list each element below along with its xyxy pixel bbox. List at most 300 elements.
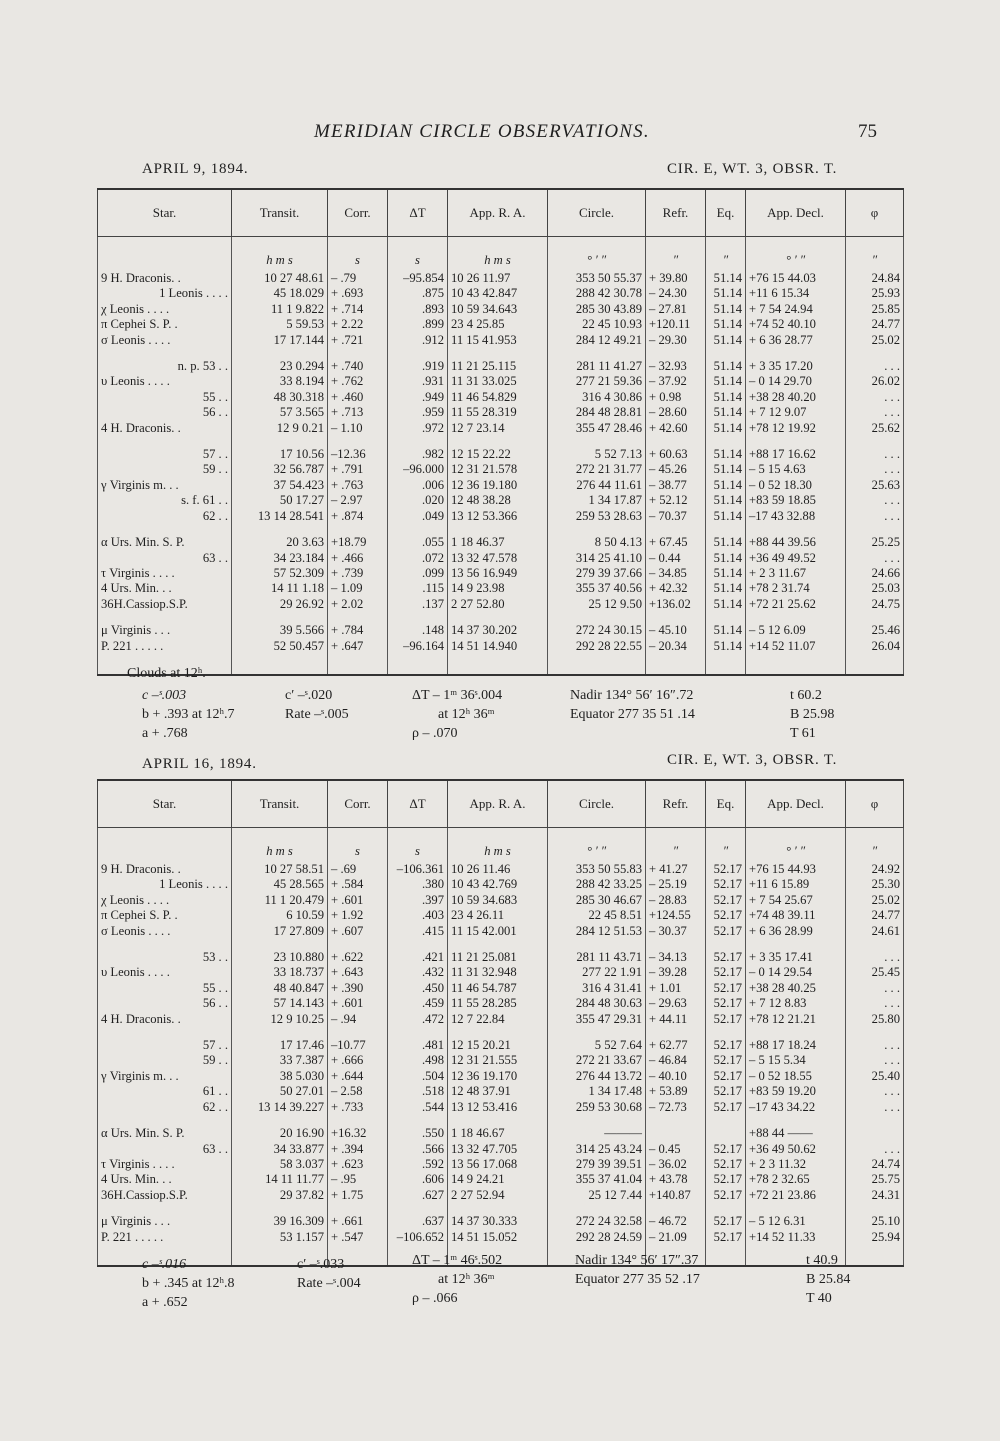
cell-delta-t: .627: [388, 1188, 448, 1203]
cell-eq: [706, 1126, 746, 1141]
cell-app-decl: + 6 36 28.77: [746, 333, 846, 348]
cell-app-ra: 10 26 11.97: [448, 271, 548, 286]
cell-refr: – 39.28: [646, 965, 706, 980]
cell-app-decl: +76 15 44.93: [746, 862, 846, 877]
note-a: a + .652: [142, 1295, 188, 1310]
note-equator: Equator 277 35 52 .17: [575, 1272, 700, 1287]
cell-circle: 314 25 41.10: [548, 551, 646, 566]
cell-phi: 25.94: [846, 1230, 904, 1245]
cell-refr: + 1.01: [646, 981, 706, 996]
cell-refr: +136.02: [646, 597, 706, 612]
cell-transit: 12 9 0.21: [232, 421, 328, 436]
cell-circle: 8 50 4.13: [548, 535, 646, 550]
cell-phi: 24.77: [846, 908, 904, 923]
cell-phi: 25.40: [846, 1069, 904, 1084]
cell-app-decl: –17 43 32.88: [746, 509, 846, 524]
column-header-transit: Transit.: [232, 189, 328, 237]
cell-app-ra: 14 9 24.21: [448, 1172, 548, 1187]
cell-delta-t: .450: [388, 981, 448, 996]
unit-label: [98, 237, 232, 272]
cell-app-decl: +38 28 40.20: [746, 390, 846, 405]
cell-circle: 284 48 28.81: [548, 405, 646, 420]
unit-label: [98, 828, 232, 863]
cell-star: 57 . .: [98, 447, 232, 462]
cell-phi: . . .: [846, 390, 904, 405]
cell-eq: 52.17: [706, 908, 746, 923]
cell-star: υ Leonis . . . .: [98, 965, 232, 980]
cell-circle: 355 37 40.56: [548, 581, 646, 596]
cell-app-ra: 23 4 26.11: [448, 908, 548, 923]
cell-transit: 33 18.737: [232, 965, 328, 980]
group-spacer: [98, 939, 904, 950]
cell-star: γ Virginis m. . .: [98, 478, 232, 493]
table-row: [98, 981, 904, 996]
cell-app-ra: 14 51 15.052: [448, 1230, 548, 1245]
table-row: [98, 924, 904, 939]
table-row: [98, 535, 904, 550]
column-header-phi: φ: [846, 189, 904, 237]
cell-star: 4 Urs. Min. . .: [98, 1172, 232, 1187]
cell-star: π Cephei S. P. .: [98, 908, 232, 923]
cell-transit: 20 3.63: [232, 535, 328, 550]
cell-phi: 25.02: [846, 893, 904, 908]
table-row: [98, 581, 904, 596]
table-row: [98, 1172, 904, 1187]
cell-star: γ Virginis m. . .: [98, 1069, 232, 1084]
cell-eq: 52.17: [706, 1038, 746, 1053]
unit-label: ″: [706, 237, 746, 272]
cell-phi: 24.77: [846, 317, 904, 332]
column-header-refr: Refr.: [646, 780, 706, 828]
cell-corr: + .584: [328, 877, 388, 892]
cell-phi: . . .: [846, 509, 904, 524]
cell-corr: + .601: [328, 893, 388, 908]
cell-app-ra: 11 55 28.319: [448, 405, 548, 420]
cell-transit: 13 14 39.227: [232, 1100, 328, 1115]
cell-refr: – 34.85: [646, 566, 706, 581]
cell-phi: 25.63: [846, 478, 904, 493]
cell-eq: 51.14: [706, 462, 746, 477]
cell-refr: +124.55: [646, 908, 706, 923]
cell-transit: 57 52.309: [232, 566, 328, 581]
column-header-star: Star.: [98, 780, 232, 828]
cell-delta-t: –96.000: [388, 462, 448, 477]
cell-transit: 48 30.318: [232, 390, 328, 405]
cell-star: 63 . .: [98, 1142, 232, 1157]
cell-refr: – 21.09: [646, 1230, 706, 1245]
cell-app-decl: +88 44 39.56: [746, 535, 846, 550]
cell-transit: 23 0.294: [232, 359, 328, 374]
section-1-cir: CIR. E, WT. 3, OBSR. T.: [667, 161, 838, 177]
cell-app-ra: 13 12 53.366: [448, 509, 548, 524]
cell-eq: 51.14: [706, 271, 746, 286]
table-row: [98, 996, 904, 1011]
table-row: [98, 877, 904, 892]
cell-app-decl: +14 52 11.33: [746, 1230, 846, 1245]
page-title: MERIDIAN CIRCLE OBSERVATIONS.: [314, 121, 650, 142]
cell-circle: 259 53 28.63: [548, 509, 646, 524]
note-rho: ρ – .070: [412, 726, 458, 741]
cell-phi: 24.92: [846, 862, 904, 877]
cell-phi: . . .: [846, 447, 904, 462]
table-row: [98, 639, 904, 654]
cell-corr: + .791: [328, 462, 388, 477]
cell-app-ra: 12 31 21.578: [448, 462, 548, 477]
cell-star: 55 . .: [98, 390, 232, 405]
cell-transit: 17 27.809: [232, 924, 328, 939]
cell-refr: – 24.30: [646, 286, 706, 301]
cell-app-decl: +88 44 ——: [746, 1126, 846, 1141]
cell-app-ra: 11 46 54.787: [448, 981, 548, 996]
section-1-date: APRIL 9, 1894.: [142, 161, 249, 177]
cell-app-decl: – 5 12 6.31: [746, 1214, 846, 1229]
cell-transit: 34 33.877: [232, 1142, 328, 1157]
cell-refr: – 45.10: [646, 623, 706, 638]
group-spacer: [98, 612, 904, 623]
cell-delta-t: –95.854: [388, 271, 448, 286]
note-cprime: c′ –ˢ.033: [297, 1257, 345, 1272]
cell-eq: 52.17: [706, 924, 746, 939]
cell-delta-t: .606: [388, 1172, 448, 1187]
cell-phi: . . .: [846, 1053, 904, 1068]
cell-refr: – 70.37: [646, 509, 706, 524]
table-row: [98, 1142, 904, 1157]
cell-app-ra: 13 12 53.416: [448, 1100, 548, 1115]
cell-corr: + 1.92: [328, 908, 388, 923]
cell-eq: 51.14: [706, 639, 746, 654]
cell-circle: 22 45 8.51: [548, 908, 646, 923]
cell-eq: 52.17: [706, 1053, 746, 1068]
note-equator: Equator 277 35 51 .14: [570, 707, 695, 722]
unit-label: s: [388, 237, 448, 272]
cell-phi: . . .: [846, 1038, 904, 1053]
table-bottom-row: [98, 654, 904, 675]
note-at: at 12ʰ 36ᵐ: [438, 1272, 495, 1287]
cell-app-decl: +38 28 40.25: [746, 981, 846, 996]
cell-star: 59 . .: [98, 462, 232, 477]
cell-corr: + .740: [328, 359, 388, 374]
cell-circle: 284 48 30.63: [548, 996, 646, 1011]
column-header-transit: Transit.: [232, 780, 328, 828]
cell-app-ra: 11 15 42.001: [448, 924, 548, 939]
note-T: T 40: [806, 1291, 832, 1306]
cell-app-decl: + 2 3 11.67: [746, 566, 846, 581]
cell-refr: – 25.19: [646, 877, 706, 892]
cell-corr: + .714: [328, 302, 388, 317]
table-row: [98, 551, 904, 566]
cell-circle: 281 11 41.27: [548, 359, 646, 374]
cell-circle: 355 47 28.46: [548, 421, 646, 436]
cell-eq: 52.17: [706, 981, 746, 996]
cell-app-decl: + 7 12 8.83: [746, 996, 846, 1011]
cell-app-ra: 10 59 34.683: [448, 893, 548, 908]
cell-app-ra: 2 27 52.94: [448, 1188, 548, 1203]
cell-corr: + .644: [328, 1069, 388, 1084]
cell-eq: 51.14: [706, 405, 746, 420]
cell-circle: 25 12 7.44: [548, 1188, 646, 1203]
cell-app-ra: 12 15 22.22: [448, 447, 548, 462]
column-header-app-ra: App. R. A.: [448, 189, 548, 237]
cell-circle: 353 50 55.83: [548, 862, 646, 877]
cell-phi: 25.62: [846, 421, 904, 436]
cell-app-ra: 13 32 47.705: [448, 1142, 548, 1157]
unit-label: s: [328, 237, 388, 272]
cell-transit: 17 17.46: [232, 1038, 328, 1053]
cell-transit: 17 10.56: [232, 447, 328, 462]
cell-delta-t: –106.361: [388, 862, 448, 877]
cell-refr: – 0.45: [646, 1142, 706, 1157]
column-header-app-ra: App. R. A.: [448, 780, 548, 828]
unit-label: ° ′ ″: [746, 828, 846, 863]
cell-eq: 51.14: [706, 421, 746, 436]
table-row: [98, 1230, 904, 1245]
cell-star: P. 221 . . . . .: [98, 1230, 232, 1245]
table-row: [98, 421, 904, 436]
cell-delta-t: .421: [388, 950, 448, 965]
note-t: t 40.9: [806, 1253, 838, 1268]
cell-eq: 52.17: [706, 1069, 746, 1084]
group-spacer: [98, 1115, 904, 1126]
cell-corr: – 2.97: [328, 493, 388, 508]
section-2-cir: CIR. E, WT. 3, OBSR. T.: [667, 752, 838, 768]
cell-app-ra: 14 37 30.333: [448, 1214, 548, 1229]
cell-eq: 51.14: [706, 317, 746, 332]
cell-phi: . . .: [846, 981, 904, 996]
cell-phi: 24.75: [846, 597, 904, 612]
cell-app-decl: + 7 54 25.67: [746, 893, 846, 908]
cell-app-ra: 23 4 25.85: [448, 317, 548, 332]
cell-app-ra: 12 7 23.14: [448, 421, 548, 436]
cell-corr: + .607: [328, 924, 388, 939]
cell-refr: + 53.89: [646, 1084, 706, 1099]
cell-eq: 51.14: [706, 623, 746, 638]
cell-phi: . . .: [846, 1100, 904, 1115]
cell-phi: 25.46: [846, 623, 904, 638]
cell-delta-t: .919: [388, 359, 448, 374]
unit-label: ″: [646, 237, 706, 272]
cell-corr: + .874: [328, 509, 388, 524]
cell-eq: 51.14: [706, 551, 746, 566]
unit-label: ″: [646, 828, 706, 863]
section-1-clouds-note: Clouds at 12ʰ.: [127, 666, 206, 681]
cell-star: π Cephei S. P. .: [98, 317, 232, 332]
section-2-date: APRIL 16, 1894.: [142, 756, 257, 772]
cell-circle: 272 24 30.15: [548, 623, 646, 638]
cell-refr: + 60.63: [646, 447, 706, 462]
cell-star: χ Leonis . . . .: [98, 893, 232, 908]
cell-refr: – 30.37: [646, 924, 706, 939]
note-delta-t: ΔT – 1ᵐ 46ˢ.502: [412, 1253, 503, 1268]
cell-app-ra: 11 15 41.953: [448, 333, 548, 348]
section-2-notes-col3: [412, 1251, 502, 1308]
cell-delta-t: .472: [388, 1012, 448, 1027]
cell-transit: 11 1 20.479: [232, 893, 328, 908]
cell-corr: + .661: [328, 1214, 388, 1229]
note-rate: Rate –ˢ.005: [285, 707, 349, 722]
cell-delta-t: .592: [388, 1157, 448, 1172]
cell-eq: 51.14: [706, 597, 746, 612]
cell-app-decl: +83 59 19.20: [746, 1084, 846, 1099]
cell-app-decl: +11 6 15.89: [746, 877, 846, 892]
cell-circle: 288 42 30.78: [548, 286, 646, 301]
cell-app-ra: 10 43 42.769: [448, 877, 548, 892]
cell-circle: 259 53 30.68: [548, 1100, 646, 1115]
cell-refr: – 38.77: [646, 478, 706, 493]
cell-delta-t: .637: [388, 1214, 448, 1229]
cell-refr: – 32.93: [646, 359, 706, 374]
cell-circle: 284 12 49.21: [548, 333, 646, 348]
cell-app-ra: 2 27 52.80: [448, 597, 548, 612]
cell-transit: 23 10.880: [232, 950, 328, 965]
cell-app-ra: 10 43 42.847: [448, 286, 548, 301]
cell-star: τ Virginis . . . .: [98, 566, 232, 581]
cell-transit: 45 28.565: [232, 877, 328, 892]
cell-refr: – 29.63: [646, 996, 706, 1011]
cell-app-ra: 13 56 17.068: [448, 1157, 548, 1172]
cell-corr: + .394: [328, 1142, 388, 1157]
cell-circle: 285 30 43.89: [548, 302, 646, 317]
cell-corr: + .713: [328, 405, 388, 420]
cell-delta-t: .912: [388, 333, 448, 348]
cell-refr: + 62.77: [646, 1038, 706, 1053]
column-header-circle: Circle.: [548, 189, 646, 237]
cell-refr: – 40.10: [646, 1069, 706, 1084]
cell-app-decl: + 3 35 17.20: [746, 359, 846, 374]
column-header-app-decl: App. Decl.: [746, 780, 846, 828]
cell-star: 9 H. Draconis. .: [98, 271, 232, 286]
unit-label: h m s: [232, 828, 328, 863]
column-header-star: Star.: [98, 189, 232, 237]
cell-star: 1 Leonis . . . .: [98, 877, 232, 892]
cell-corr: – .79: [328, 271, 388, 286]
cell-phi: 24.74: [846, 1157, 904, 1172]
cell-app-decl: – 5 15 4.63: [746, 462, 846, 477]
cell-refr: +120.11: [646, 317, 706, 332]
cell-app-ra: 11 46 54.829: [448, 390, 548, 405]
cell-delta-t: .055: [388, 535, 448, 550]
cell-eq: 51.14: [706, 478, 746, 493]
cell-app-ra: 12 48 38.28: [448, 493, 548, 508]
column-header-corr: Corr.: [328, 780, 388, 828]
cell-delta-t: .875: [388, 286, 448, 301]
cell-delta-t: .931: [388, 374, 448, 389]
group-spacer: [98, 1027, 904, 1038]
column-header-delta-t: ΔT: [388, 189, 448, 237]
cell-corr: + .693: [328, 286, 388, 301]
table-row: [98, 374, 904, 389]
cell-eq: 51.14: [706, 333, 746, 348]
cell-transit: 53 1.157: [232, 1230, 328, 1245]
cell-eq: 52.17: [706, 1084, 746, 1099]
cell-transit: 45 18.029: [232, 286, 328, 301]
cell-phi: 24.31: [846, 1188, 904, 1203]
cell-app-decl: + 3 35 17.41: [746, 950, 846, 965]
unit-label: ° ′ ″: [548, 828, 646, 863]
cell-refr: – 29.30: [646, 333, 706, 348]
cell-star: 57 . .: [98, 1038, 232, 1053]
cell-app-ra: 11 31 33.025: [448, 374, 548, 389]
cell-phi: 25.30: [846, 877, 904, 892]
cell-circle: 5 52 7.13: [548, 447, 646, 462]
cell-app-decl: +78 2 31.74: [746, 581, 846, 596]
cell-corr: + .623: [328, 1157, 388, 1172]
cell-corr: + .466: [328, 551, 388, 566]
cell-phi: 25.80: [846, 1012, 904, 1027]
cell-circle: 284 12 51.53: [548, 924, 646, 939]
cell-app-decl: +88 17 18.24: [746, 1038, 846, 1053]
cell-transit: 39 16.309: [232, 1214, 328, 1229]
cell-transit: 48 40.847: [232, 981, 328, 996]
cell-circle: 276 44 13.72: [548, 1069, 646, 1084]
cell-app-ra: 12 48 37.91: [448, 1084, 548, 1099]
column-header-corr: Corr.: [328, 189, 388, 237]
cell-app-decl: +74 48 39.11: [746, 908, 846, 923]
table-row: [98, 1214, 904, 1229]
cell-phi: . . .: [846, 359, 904, 374]
unit-label: s: [328, 828, 388, 863]
cell-refr: – 46.72: [646, 1214, 706, 1229]
cell-star: 62 . .: [98, 509, 232, 524]
group-spacer: [98, 348, 904, 359]
cell-circle: 22 45 10.93: [548, 317, 646, 332]
cell-transit: 10 27 48.61: [232, 271, 328, 286]
table-row: [98, 509, 904, 524]
cell-refr: – 20.34: [646, 639, 706, 654]
cell-transit: 33 7.387: [232, 1053, 328, 1068]
cell-star: 56 . .: [98, 996, 232, 1011]
cell-corr: + .647: [328, 639, 388, 654]
cell-star: 63 . .: [98, 551, 232, 566]
table-row: [98, 493, 904, 508]
table-row: [98, 908, 904, 923]
cell-app-ra: 11 55 28.285: [448, 996, 548, 1011]
cell-corr: + .601: [328, 996, 388, 1011]
table-row: [98, 462, 904, 477]
unit-label: ″: [846, 237, 904, 272]
cell-refr: – 72.73: [646, 1100, 706, 1115]
cell-delta-t: .072: [388, 551, 448, 566]
cell-app-decl: +72 21 25.62: [746, 597, 846, 612]
note-c: c –ˢ.016: [142, 1257, 187, 1272]
cell-transit: 57 14.143: [232, 996, 328, 1011]
cell-circle: 292 28 24.59: [548, 1230, 646, 1245]
cell-circle: 279 39 39.51: [548, 1157, 646, 1172]
cell-phi: . . .: [846, 1142, 904, 1157]
cell-app-ra: 12 31 21.555: [448, 1053, 548, 1068]
cell-eq: 51.14: [706, 581, 746, 596]
cell-transit: 10 27 58.51: [232, 862, 328, 877]
cell-delta-t: .566: [388, 1142, 448, 1157]
cell-phi: 24.84: [846, 271, 904, 286]
cell-star: 36H.Cassiop.S.P.: [98, 1188, 232, 1203]
table-row: [98, 965, 904, 980]
unit-label: ° ′ ″: [746, 237, 846, 272]
cell-star: 62 . .: [98, 1100, 232, 1115]
cell-transit: 11 1 9.822: [232, 302, 328, 317]
cell-phi: 25.10: [846, 1214, 904, 1229]
cell-app-decl: +83 59 18.85: [746, 493, 846, 508]
cell-circle: 355 47 29.31: [548, 1012, 646, 1027]
note-B: B 25.84: [806, 1272, 851, 1287]
unit-label: ″: [706, 828, 746, 863]
page-number: 75: [858, 121, 877, 142]
cell-delta-t: .498: [388, 1053, 448, 1068]
cell-delta-t: .006: [388, 478, 448, 493]
cell-eq: 52.17: [706, 1100, 746, 1115]
cell-refr: + 67.45: [646, 535, 706, 550]
cell-delta-t: .459: [388, 996, 448, 1011]
cell-eq: 52.17: [706, 1214, 746, 1229]
